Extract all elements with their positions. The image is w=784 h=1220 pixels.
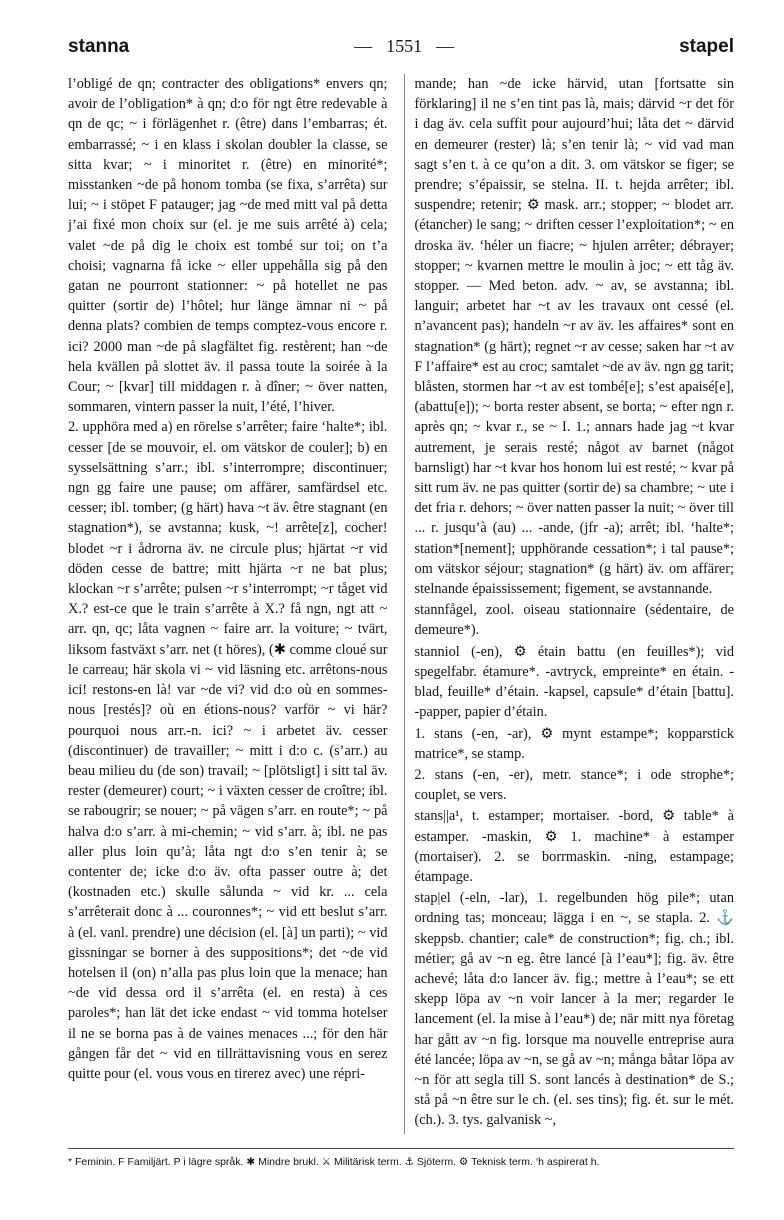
entry-stannfagel: stannfågel, zool. oiseau stationnaire (sédentaire, de demeure*).: [414, 602, 734, 639]
entry-stans-2: 2. stans (-en, -er), metr. stance*; i ode strophe*; couplet, se vers.: [414, 766, 734, 804]
entry-paragraph: l’obligé de qn; contracter des obligations* envers qn; avoir de l’obligation* à qn; d:o för ngt être redevable à qn de qc; ~ i förlägenhet r. (être) dans l’embarras; ét. embarrassé; ~ i en klass i skolan doubler la classe, se sitta kvar; ~ i minoritet r. (être) en minorité*; misstanken ~de på honom tomba (se fixa, s’arrêta) sur lui; ~ i stöpet F patauger; jag ~de med mitt val på detta j’ai fixé mon choix sur (el. je me suis arrêté à) cela; valet ~de på dig le choix est tombé sur toi; on t’a choisi; vagnarna få icke ~ eller uppehålla sig på den gatan ne pourront stationner: ~ på hotellet ne pas quitter (sortir de) l’hôtel; hur länge ämnar ni ~ på denna plats? combien de temps comptez-vous encore r. ici? 2000 man ~de på slagfältet fig. restèrent; han ~de hela kvällen på slottet äv. il passa toute la soirée à la Cour; ~ [kvar] till middagen r. à dîner; ~ över natten, sommaren, vintern passer la nuit, l’été, l’hiver.: [68, 76, 388, 416]
left-column: [68, 74, 390, 1134]
entry-stanniol: stanniol (-en), ⚙ étain battu (en feuilles*); vid spegelfabr. étamure*. -avtryck, empreinte* en étain. -blad, feuille* d’étain. -kapsel, capsule* d’étain [battu]. -papper, papier d’étain.: [414, 643, 734, 721]
entry-paragraph: 2. upphöra med a) en rörelse s’arrêter; faire ‘halte*; ibl. cesser [de se mouvoir, el. om vätskor de couler]; b) en sysselsättning s’arr.; ibl. s’interrompre; discontinuer; ngn gg faire une pause; om affärer, samfärdsel etc. cesser; ibl. tomber; (g härt) hava ~t äv. être stagnant (en stagnation*), se avstanna; kusk, ~! arrête[z], cocher! blodet ~r i ådrorna äv. ne circule plus; hjärtat ~r vid döden cesse de battre; mitt hjärta ~r ne bat plus; klockan ~r s’arrête; pulsen ~r s’interrompt; ~r tåget vid X.? est-ce que le train s’arrête à X.? få ngn, ngt att ~ arr. qn, qc; låta vagnen ~ faire arr. la voiture; ~ tvärt, liksom fastväxt s’arr. net (t höres), (✱ comme cloué sur le carreau; här skola vi ~ vid läsning etc. arrêtons-nous ici! restons-en là! var ~de vi? vid d:o où en sommes-nous [restés]? où en étions-nous? varför ~ vi här? pourquoi nous arr.-n. ici? ~ i arbetet äv. cesser (discontinuer) de travailler; ~ mitt i d:o c. (s’arr.) au beau milieu du (de son) travail; ~ [plötsligt] i sitt tal äv. rester (demeurer) court; ~ i växten cesser de croître; ibl. se rabougrir; se nouer; ~ på vägen s’arr. en route*; ~ på halva d:o s’arr. à mi-chemin; ~ vid s’arr. à; ibl. ne pas aller plus loin qu’à; låta ngt d:o s’en tenir à; se contenter de; icke d:o äv. ofta passer outre à; det (kostnaden etc.) skulle sålunda ~ vid kr. ... cela s’arrêterait donc à ... couronnes*; ~ vid ett beslut s’arr. à (el. vanl. prendre) une décision (el. [à] un parti); ~ vid gissningar se borner à des suppositions*; det ~de vid hotelsen il (on) n’alla pas plus loin que la menace; han ~de vid dessa ord il s’arrêta (el. en resta) à ces paroles*; han lät det icke endast ~ vid tomma hotelser il ne se borna pas à de vaines menaces ...; för den här gången får det ~ vid en tillrättavisning vous en serez quitte pour (el. vous vous en tirerez avec) une répri-: [68, 419, 388, 1082]
page-number: 1551: [386, 36, 423, 56]
left-guide-word: stanna: [68, 36, 130, 57]
page-header: [68, 36, 734, 66]
dash-left: —: [354, 36, 373, 56]
page-number-group: [340, 36, 468, 57]
columns: [68, 74, 734, 1134]
entry-stans-1: 1. stans (-en, -ar), ⚙ mynt estampe*; kopparstick matrice*, se stamp.: [414, 725, 734, 762]
entry-stansa: stans||a¹, t. estamper; mortaiser. -bord, ⚙ table* à estamper. -maskin, ⚙ 1. machine* à estamper (mortaiser). 2. se borrmaskin. -ning, estampage; étampage.: [414, 808, 734, 885]
right-column: [404, 74, 735, 1134]
entry-stapel: stap|el (-eln, -lar), 1. regelbunden hög pile*; utan ordning tas; monceau; lägga i en ~, se stapla. 2. ⚓ skeppsb. chantier; cale* de construction*; fig. ch.; ibl. métier; gå av ~n eg. être lancé [à l’eau*]; fig. äv. être achevé; låta d:o lancer äv. fig.; mettre à l’eau*; se ett skepp löpa av ~n voir lancer à la mer; regarder le lancement (el. la mise à l’eau*) de; när mitt nya företag har gått av ~n fig. lorsque ma nouvelle entreprise aura été lancée; löpa av ~n, se gå av ~n; många båtar löpa av ~n för att segla till S. sont lancés à destination* de S.; stå på ~n être sur le ch. (el. ses tins); fig. ét. sur le mét. (ch.). 3. tys. galvanisk ~,: [414, 890, 734, 1129]
entry-paragraph: mande; han ~de icke härvid, utan [fortsatte sin förklaring] il ne s’en tint pas là, mais; därvid ~r det för i dag äv. cela suffit pour aujourd’hui; låta det ~ därvid en demeurer (rester) là; s’en tenir là; ~ vid vad man sagt s’en t. à ce qu’on a dit. 3. om vätskor se figer; se prendre; s’épaissir, se stelna. II. t. hejda arrêter; ibl. suspendre; retenir; ⚙ mask. arr.; stopper; ~ blodet arr. (étancher) le sang; ~ driften cesser l’exploitation*; ~ en droska äv. ‘héler un fiacre; ~ hjulen arrêter; débrayer; stopper; ~ kvarnen mettre le moulin à joc; ~ ett tåg äv. stopper. — Med beton. adv. ~ av, se avstanna; ibl. languir; arbetet har ~t av les travaux ont cessé (el. n’avancent pas); handeln ~r av äv. les affaires* sont en stagnation* (g härt); regnet ~r av cesse; saken har ~t av F l’affaire* est au croc; samtalet ~de av äv. ngn gg tarit; blåsten, stormen har ~t av est tombé[e]; s’est apaisé[e], (abattu[e]); ~ borta rester absent, se borta; ~ efter ngn r. après qn; ~ kvar r., se ~ I. 1.; annars hade jag ~t kvar autrement, je serais resté; något av barnet (något barnsligt) har ~t kvar hos honom lui est resté; ~ kvar på sitt rum äv. ne pas quitter (sortir de) sa chambre; ~ ute i det fria r. dehors; ~ över natten passer la nuit; ~ över till ... r. jusqu’à (au) ... -ande, (jfr -a); arrêt; ibl. ‘halte*; station*[nement]; upphörande cessation*; i tal pause*; om vätskor séjour; stagnation* (g härt) äv. om affärer; stelnande épaississement; figement, se avstannande.: [414, 76, 734, 598]
dash-right: —: [436, 36, 455, 56]
right-guide-word: stapel: [679, 36, 734, 57]
legend-footer: * Feminin. F Familjärt. P i lägre språk. ✱ Mindre brukl. ⚔ Militärisk term. ⚓ Sjöterm. ⚙ Teknisk term. ‘h aspirerat h.: [68, 1148, 734, 1168]
